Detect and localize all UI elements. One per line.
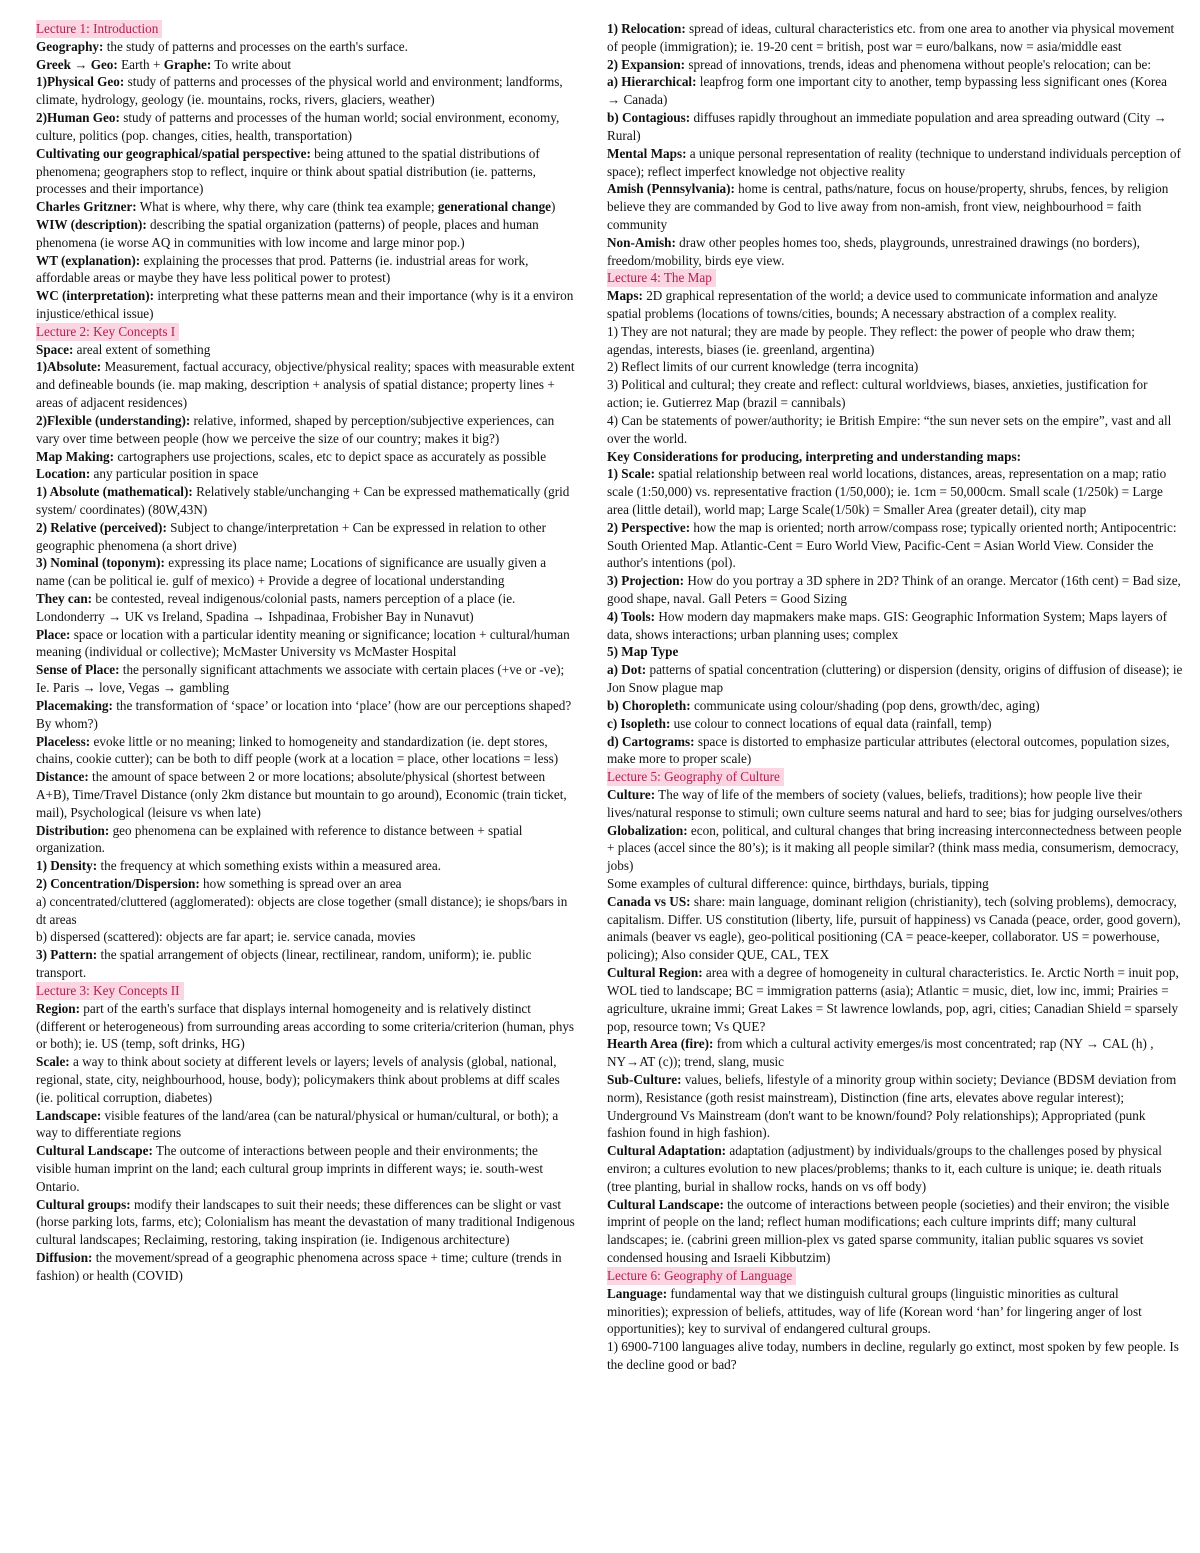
note-entry <box>36 341 576 359</box>
term: Graphe: <box>163 56 212 72</box>
term: c) Isopleth: <box>607 715 671 731</box>
definition: part of the earth's surface that displays internal homogeneity and is relatively distinct (different or heterogeneous) from surrounding areas according to some criteria/criterion (human, phys or both); ie. US (temp, soft drinks, HG) <box>36 1000 575 1052</box>
note-entry <box>36 590 576 626</box>
definition: study of patterns and processes of the physical world and environment; landforms, climate, hydrology, geology (ie. mountains, rocks, rivers, glaciers, weather) <box>36 74 563 108</box>
definition: study of patterns and processes of the human world; social environment, economy, culture, politics (pop. changes, cities, health, transportation) <box>36 110 560 143</box>
lecture-heading <box>607 1267 1183 1285</box>
note-entry <box>36 857 576 875</box>
term: Cultivating our geographical/spatial perspective: <box>36 145 311 161</box>
definition: the amount of space between 2 or more locations; absolute/physical (shortest between A+B), Time/Travel Distance (only 2km distance but mountain to go around), Economic (train ticket, mail), Psychological (leisure vs when late) <box>36 769 567 820</box>
term: d) Cartograms: <box>607 733 695 749</box>
note-entry <box>36 252 576 288</box>
term: Distance: <box>36 769 89 785</box>
note-entry <box>607 733 1183 769</box>
note-entry <box>607 323 1183 359</box>
term: 2)Human Geo: <box>36 110 120 126</box>
term: 1) Absolute (mathematical): <box>36 484 193 500</box>
term: Scale: <box>36 1054 70 1070</box>
definition: 2) Reflect limits of our current knowledge (terra incognita) <box>607 359 919 375</box>
term: b) Contagious: <box>607 110 691 126</box>
definition: area with a degree of homogeneity in cultural characteristics. Ie. Arctic North = inuit pop, WOL tied to landscape; BC = immigration patterns (asia); Atlantic = music, diet, low inc, immi; Prairies = agriculture, ukraine immi; Great Lakes = St lawrence lowlands, pop, agri, cities; Canadian Shield = sparsely pop, resource town; Vs QUE? <box>607 965 1179 1034</box>
definition: 1) 6900-7100 languages alive today, numbers in decline, regularly go extinct, most spoken by few people. Is the decline good or bad? <box>607 1339 1179 1372</box>
definition: Some examples of cultural difference: quince, birthdays, burials, tipping <box>607 876 989 891</box>
definition: any particular position in space <box>90 466 259 482</box>
definition: spatial relationship between real world locations, distances, areas, representation on a map; ratio scale (1:50,000) vs. representative fraction (1/50,000); ie. 1cm = 50,000cm. Small scale (1/250k) = Large area (little detail), world map; Large Scale(1/50k) = Smaller Area (greater detail), city map <box>607 466 1167 517</box>
definition: values, beliefs, lifestyle of a minority group within society; Deviance (BDSM deviation from norm), Resistance (goth resist mainstream), Distinction (fine arts, elevates above regular interest); Underground Vs Mainstream (don't want to be known/found? Poly relationships); Appropriated (punk fashion found in high fashion). <box>607 1071 1177 1141</box>
note-entry <box>607 376 1183 412</box>
note-entry <box>607 358 1183 376</box>
definition: Measurement, factual accuracy, objective/physical reality; spaces with measurable extent and defineable bounds (ie. map making, description + analysis of spatial distance; property lines + areas of adjacent residences) <box>36 359 575 411</box>
definition: How do you portray a 3D sphere in 2D? Think of an orange. Mercator (16th cent) = Bad size, good shape, naval. Gall Peters = Good Sizing <box>607 573 1181 606</box>
definition: being attuned to the spatial distributions of phenomena; geographers stop to reflect, inquire or think about spatial distribution (ie. patterns, processes and their importance) <box>36 145 540 197</box>
note-entry <box>607 1196 1183 1267</box>
definition: home is central, paths/nature, focus on house/property, shrubs, fences, by religion believe they are commanded by God to live away from non-amish, front view, neighbourhood = faith community <box>607 181 1169 232</box>
term: 1) Density: <box>36 858 98 874</box>
term: Map Making: <box>36 448 115 464</box>
term: Region: <box>36 1000 80 1016</box>
note-entry <box>607 608 1183 644</box>
term: Language: <box>607 1285 668 1301</box>
term: Cultural Landscape: <box>36 1143 153 1159</box>
term: Mental Maps: <box>607 145 687 161</box>
lecture-heading-text: Lecture 1: Introduction <box>36 20 162 38</box>
term: 2) Expansion: <box>607 56 686 72</box>
term: 1) Relocation: <box>607 21 686 36</box>
lecture-heading <box>36 323 576 341</box>
note-entry <box>607 572 1183 608</box>
note-entry <box>36 661 576 697</box>
definition: b) dispersed (scattered): objects are far apart; ie. service canada, movies <box>36 929 416 945</box>
term: Landscape: <box>36 1107 102 1123</box>
definition: 2D graphical representation of the world; a device used to communicate information and analyze spatial problems (locations of towns/cities, bounds; A necessary abstraction of a complex reality. <box>607 288 1158 321</box>
term: 4) Tools: <box>607 608 656 624</box>
note-entry <box>607 287 1183 323</box>
definition: a way to think about society at different levels or layers; levels of analysis (global, national, regional, state, city, neighbourhood, house, body); policymakers think about problems at diff scales (ie. political corruption, diabetes) <box>36 1054 560 1105</box>
term: 5) Map Type <box>607 644 679 660</box>
definition: Earth + <box>117 56 164 72</box>
note-entry <box>36 465 576 483</box>
definition: space or location with a particular identity meaning or significance; location + cultural/human meaning (individual or collective); McMaster University vs McMaster Hospital <box>36 626 570 660</box>
lecture-heading <box>607 269 1183 287</box>
definition: spread of innovations, trends, ideas and phenomena without people's relocation; can be: <box>685 56 1152 72</box>
definition: communicate using colour/shading (pop dens, growth/dec, aging) <box>690 697 1040 713</box>
definition: Relatively stable/unchanging + Can be expressed mathematically (grid system/ coordinates) (80W,43N) <box>36 484 570 517</box>
definition: visible features of the land/area (can be natural/physical or human/cultural, or both); a way to differentiate regions <box>36 1107 559 1141</box>
note-entry <box>36 198 576 216</box>
term: Amish (Pennsylvania): <box>607 181 735 197</box>
note-entry <box>36 875 576 893</box>
note-entry <box>607 412 1183 448</box>
term: WC (interpretation): <box>36 288 155 304</box>
note-entry <box>607 109 1183 145</box>
definition: be contested, reveal indigenous/colonial pasts, namers perception of a place (ie. Londonderry → UK vs Ireland, Spadina → Ishpadinaa, Frobisher Bay in Nunavut) <box>36 591 516 624</box>
definition: evoke little or no meaning; linked to homogeneity and standardization (ie. dept stores, chains, cookie cutter); can be both to diff people (work at a location = place, other locations = less) <box>36 733 559 767</box>
term: Location: <box>36 466 91 482</box>
lecture-heading-text: Lecture 6: Geography of Language <box>607 1267 796 1285</box>
definition: interpreting what these patterns mean and their importance (why is it a environ injustice/ethical issue) <box>36 288 574 321</box>
note-entry <box>607 822 1183 875</box>
term: 1) Scale: <box>607 466 655 482</box>
lecture-heading-text: Lecture 5: Geography of Culture <box>607 768 784 786</box>
term: Diffusion: <box>36 1250 93 1266</box>
note-entry <box>607 643 1183 661</box>
definition: leapfrog form one important city to another, temp bypassing less significant ones (Korea → Canada) <box>607 74 1167 108</box>
definition: the spatial arrangement of objects (linear, rectilinear, random, uniform); ie. public transport. <box>36 947 532 981</box>
note-entry <box>36 1142 576 1195</box>
term: 1)Absolute: <box>36 359 102 375</box>
note-entry <box>36 928 576 946</box>
definition: Subject to change/interpretation + Can be expressed in relation to other geographic phenomena (a short drive) <box>36 519 546 553</box>
definition: the movement/spread of a geographic phenomena across space + time; culture (trends in fashion) or health (COVID) <box>36 1250 562 1283</box>
note-entry <box>36 1249 576 1285</box>
note-entry <box>36 448 576 466</box>
note-entry <box>607 234 1183 270</box>
note-entry <box>36 768 576 821</box>
note-entry <box>36 358 576 411</box>
note-entry <box>36 1053 576 1106</box>
definition: modify their landscapes to suit their needs; these differences can be slight or vast (horse parking lots, farms, etc); Colonialism has meant the devastation of many traditional Indigenous cultural landscapes; Reclaiming, restoring, taking inspiration (ie. Indigenous architecture) <box>36 1196 575 1248</box>
definition: spread of ideas, cultural characteristics etc. from one area to another via physical movement of people (immigration); ie. 19-20 cent = british, post war = euro/balkans, now = asia/middle east <box>607 21 1175 54</box>
note-entry <box>36 38 576 56</box>
definition: The way of life of the members of society (values, beliefs, traditions); how people live their lives/natural response to stimuli; own culture seems natural and hard to see; bias for judging ourselves/others <box>607 786 1183 820</box>
note-entry <box>607 519 1183 572</box>
note-entry <box>607 145 1183 181</box>
definition: ) <box>551 199 556 215</box>
note-entry <box>607 893 1183 964</box>
term: 3) Nominal (toponym): <box>36 555 165 571</box>
right-column <box>607 20 1183 1374</box>
definition: fundamental way that we distinguish cultural groups (linguistic minorities as cultural minorities); expression of beliefs, attitudes, way of life (Korean word ‘han’ for lingering anger of lost opportunities); key to survival of endangered cultural groups. <box>607 1285 1142 1337</box>
definition: patterns of spatial concentration (cluttering) or dispersion (density, origins of diffusion of disease); ie Jon Snow plague map <box>607 662 1183 696</box>
term: Sense of Place: <box>36 662 120 678</box>
term: b) Choropleth: <box>607 697 691 713</box>
term: Place: <box>36 626 71 642</box>
term: 2)Flexible (understanding): <box>36 412 191 428</box>
definition: adaptation (adjustment) by individuals/groups to the challenges posed by physical environ; a cultures evolution to new places/problems; thanks to it, each culture is unique; ie. death rituals (tree planting, burial in shallow rocks, hands on vs off body) <box>607 1143 1162 1194</box>
term: Cultural Region: <box>607 965 703 981</box>
definition: expressing its place name; Locations of significance are usually given a name (can be political ie. gulf of mexico) + Provide a degree of locational understanding <box>36 555 547 589</box>
note-entry <box>36 412 576 448</box>
term: Greek → Geo: <box>36 56 118 72</box>
term: Cultural groups: <box>36 1196 131 1212</box>
lecture-heading <box>607 768 1183 786</box>
term: Placemaking: <box>36 697 113 713</box>
term: 2) Concentration/Dispersion: <box>36 876 200 891</box>
definition: the outcome of interactions between people (societies) and their environ; the visible imprint of people on the land; reflect human modifications; each culture imprints diff; many cultural landscapes; ie. (cabrini green million-plex vs gated sparse community, italian public squares vs soviet condensed housing and Israeli Kibbutzim) <box>607 1196 1170 1266</box>
lecture-heading <box>36 20 576 38</box>
term: Space: <box>36 341 74 357</box>
note-entry <box>36 733 576 769</box>
note-entry <box>36 1107 576 1143</box>
definition: areal extent of something <box>73 341 211 357</box>
term: Key Considerations for producing, interpreting and understanding maps: <box>607 448 1022 464</box>
definition: diffuses rapidly throughout an immediate population and area spreading outward (City → Rural) <box>607 110 1167 143</box>
note-entry <box>607 697 1183 715</box>
term: generational change <box>437 199 552 215</box>
term: WT (explanation): <box>36 252 141 268</box>
note-entry <box>36 56 576 74</box>
definition: use colour to connect locations of equal data (rainfall, temp) <box>670 715 992 731</box>
definition: share: main language, dominant religion (christianity), tech (solving problems), democracy, capitalism. Differ. US constitution (liberty, life, pursuit of happiness) vs Canada (peace, order, good govern), animals (beaver vs eagle), geo-political positioning (CA = peace-keeper, collaborator. US = powerhouse, policing); Also consider QUE, CAL, TEX <box>607 893 1181 963</box>
lecture-heading <box>36 982 576 1000</box>
definition: how something is spread over an area <box>199 876 402 891</box>
note-entry <box>607 56 1183 74</box>
note-entry <box>607 875 1183 893</box>
definition: the transformation of ‘space’ or location into ‘place’ (how are our perceptions shaped? By whom?) <box>36 697 572 731</box>
note-entry <box>36 626 576 662</box>
term: 3) Pattern: <box>36 947 98 963</box>
term: 1)Physical Geo: <box>36 74 125 90</box>
term: Maps: <box>607 288 643 304</box>
definition: the frequency at which something exists within a measured area. <box>97 858 442 874</box>
definition: geo phenomena can be explained with reference to distance between + spatial organization. <box>36 822 523 856</box>
note-entry <box>36 109 576 145</box>
term: 2) Perspective: <box>607 519 691 535</box>
term: a) Dot: <box>607 662 647 678</box>
note-entry <box>36 483 576 519</box>
term: Hearth Area (fire): <box>607 1036 714 1052</box>
definition: from which a cultural activity emerges/is most concentrated; rap (NY → CAL (h) , NY→AT (c)); trend, slang, music <box>607 1036 1154 1070</box>
note-entry <box>36 216 576 252</box>
definition: The outcome of interactions between people and their environments; the visible human imprint on the land; each cultural group imprints in different ways; ie. south-west Ontario. <box>36 1143 544 1194</box>
note-entry <box>607 1338 1183 1374</box>
note-entry <box>36 519 576 555</box>
term: Charles Gritzner: <box>36 199 137 215</box>
term: Placeless: <box>36 733 91 749</box>
note-entry <box>607 715 1183 733</box>
note-entry <box>36 822 576 858</box>
term: 3) Projection: <box>607 573 685 589</box>
definition: a unique personal representation of reality (technique to understand individuals perception of space); reflect imperfect knowledge not objective reality <box>607 145 1181 179</box>
note-entry <box>36 1000 576 1053</box>
term: Geography: <box>36 38 104 54</box>
note-entry <box>36 697 576 733</box>
term: a) Hierarchical: <box>607 74 697 90</box>
note-entry <box>607 465 1183 518</box>
definition: draw other peoples homes too, sheds, playgrounds, unrestrained drawings (no borders), freedom/mobility, birds eye view. <box>607 234 1140 268</box>
definition: the personally significant attachments we associate with certain places (+ve or -ve); Ie. Paris → love, Vegas → gambling <box>36 662 565 696</box>
note-entry <box>36 1196 576 1249</box>
term: WIW (description): <box>36 216 147 232</box>
definition: econ, political, and cultural changes that bring increasing interconnectedness between people + places (accel since the 80’s); is it making all people similar? (think mass media, consumerism, democracy, jobs) <box>607 822 1182 874</box>
definition: space is distorted to emphasize particular attributes (electoral outcomes, population sizes, make more to proper scale) <box>607 733 1170 767</box>
note-entry <box>607 1071 1183 1142</box>
term: 2) Relative (perceived): <box>36 519 167 535</box>
definition: 1) They are not natural; they are made by people. They reflect: the power of people who draw them; agendas, interests, biases (ie. greenland, argentina) <box>607 323 1135 357</box>
note-entry <box>36 893 576 929</box>
note-entry <box>607 73 1183 109</box>
term: They can: <box>36 591 93 606</box>
note-entry <box>607 964 1183 1035</box>
term: Distribution: <box>36 822 110 838</box>
definition: 3) Political and cultural; they create and reflect: cultural worldviews, biases, anxieties, justification for action; ie. Gutierrez Map (brazil = cannibals) <box>607 377 1148 411</box>
term: Cultural Landscape: <box>607 1196 724 1212</box>
note-entry <box>36 287 576 323</box>
term: Globalization: <box>607 822 688 838</box>
note-entry <box>607 448 1183 466</box>
term: Culture: <box>607 786 656 802</box>
term: Cultural Adaptation: <box>607 1143 727 1159</box>
note-entry <box>607 180 1183 233</box>
definition: the study of patterns and processes on the earth's surface. <box>103 38 408 54</box>
definition: cartographers use projections, scales, etc to depict space as accurately as possible <box>114 448 547 464</box>
note-entry <box>607 661 1183 697</box>
note-entry <box>36 554 576 590</box>
definition: relative, informed, shaped by perception/subjective experiences, can vary over time between people (how we perceive the size of our country; makes it big?) <box>36 412 555 446</box>
note-entry <box>36 73 576 109</box>
note-entry <box>607 20 1183 56</box>
definition: describing the spatial organization (patterns) of people, places and human phenomena (ie worse AQ in communities with low income and large minor pop.) <box>36 216 539 250</box>
note-entry <box>36 946 576 982</box>
definition: how the map is oriented; north arrow/compass rose; typically oriented north; Antipocentric: South Oriented Map. Atlantic-Cent = Euro World View, Pacific-Cent = Asian World View. Consider the author's intentions (pol). <box>607 519 1177 571</box>
definition: a) concentrated/cluttered (agglomerated): objects are close together (small distance); ie shops/bars in dt areas <box>36 893 568 927</box>
lecture-heading-text: Lecture 3: Key Concepts II <box>36 982 184 1000</box>
definition: To write about <box>211 56 292 72</box>
term: Non-Amish: <box>607 234 676 250</box>
note-entry <box>607 786 1183 822</box>
definition: What is where, why there, why care (think tea example; <box>136 199 438 215</box>
definition: explaining the processes that prod. Patterns (ie. industrial areas for work, affordable areas or maybe they have less political power to protest) <box>36 252 529 286</box>
lecture-heading-text: Lecture 4: The Map <box>607 269 716 287</box>
note-entry <box>607 1285 1183 1338</box>
definition: How modern day mapmakers make maps. GIS: Geographic Information System; Maps layers of data, shows interactions; urban planning uses; complex <box>607 608 1168 642</box>
term: Canada vs US: <box>607 893 691 909</box>
note-entry <box>36 145 576 198</box>
term: Sub-Culture: <box>607 1071 682 1087</box>
definition: 4) Can be statements of power/authority; ie British Empire: “the sun never sets on the empire”, vast and all over the world. <box>607 412 1172 446</box>
left-column <box>36 20 576 1285</box>
note-entry <box>607 1035 1183 1071</box>
note-entry <box>607 1142 1183 1195</box>
lecture-heading-text: Lecture 2: Key Concepts I <box>36 323 179 341</box>
